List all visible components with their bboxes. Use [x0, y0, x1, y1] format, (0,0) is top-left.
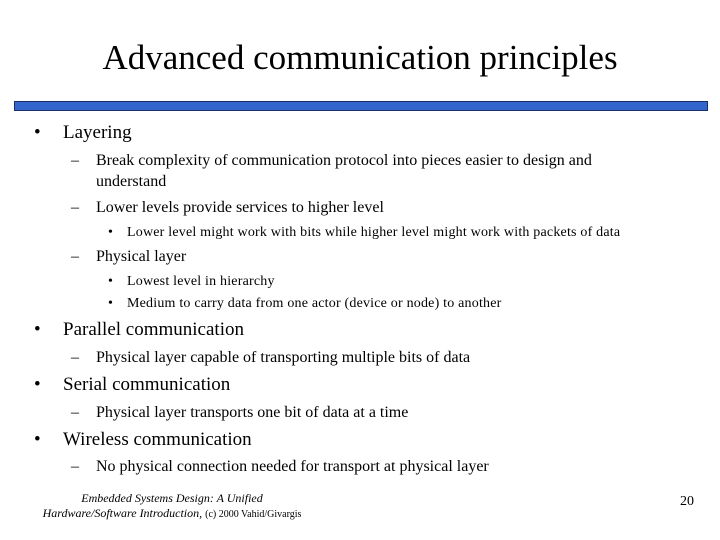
dash-marker: – — [71, 404, 79, 421]
bullet-marker: • — [34, 122, 41, 143]
sub-bullet-physical-layer: Physical layer — [96, 248, 187, 265]
dash-marker: – — [71, 248, 79, 265]
sub-bullet-break-complexity-cont: understand — [96, 173, 167, 190]
slide-title: Advanced communication principles — [102, 38, 618, 77]
footer-copyright: (c) 2000 Vahid/Givargis — [205, 509, 302, 520]
bullet-marker: • — [108, 296, 114, 311]
bullet-wireless-communication: Wireless communication — [63, 429, 252, 450]
footer-book-subtitle — [22, 506, 322, 522]
footer-book-subtitle-text: Hardware/Software Introduction, — [42, 506, 203, 520]
sub-sub-bullet-lowest-level: Lowest level in hierarchy — [127, 274, 275, 289]
footer-citation — [22, 491, 322, 522]
bullet-marker: • — [34, 319, 41, 340]
sub-sub-bullet-medium: Medium to carry data from one actor (device or node) to another — [127, 296, 502, 311]
sub-bullet-serial: Physical layer transports one bit of data at a time — [96, 404, 409, 421]
bullet-marker: • — [34, 374, 41, 395]
sub-bullet-break-complexity: Break complexity of communication protocol into pieces easier to design and — [96, 152, 592, 169]
dash-marker: – — [71, 152, 79, 169]
bullet-serial-communication: Serial communication — [63, 374, 231, 395]
bullet-layering: Layering — [63, 122, 132, 143]
dash-marker: – — [71, 199, 79, 216]
dash-marker: – — [71, 458, 79, 475]
sub-bullet-lower-levels: Lower levels provide services to higher level — [96, 199, 384, 216]
sub-bullet-parallel: Physical layer capable of transporting multiple bits of data — [96, 349, 471, 366]
footer-book-title: Embedded Systems Design: A Unified — [81, 491, 263, 505]
bullet-marker: • — [108, 225, 114, 240]
bullet-marker: • — [108, 274, 114, 289]
bullet-parallel-communication: Parallel communication — [63, 319, 244, 340]
page-number: 20 — [680, 494, 694, 509]
dash-marker: – — [71, 349, 79, 366]
sub-bullet-wireless: No physical connection needed for transport at physical layer — [96, 458, 489, 475]
bullet-marker: • — [34, 429, 41, 450]
sub-sub-bullet-bits-packets: Lower level might work with bits while higher level might work with packets of data — [127, 225, 621, 240]
